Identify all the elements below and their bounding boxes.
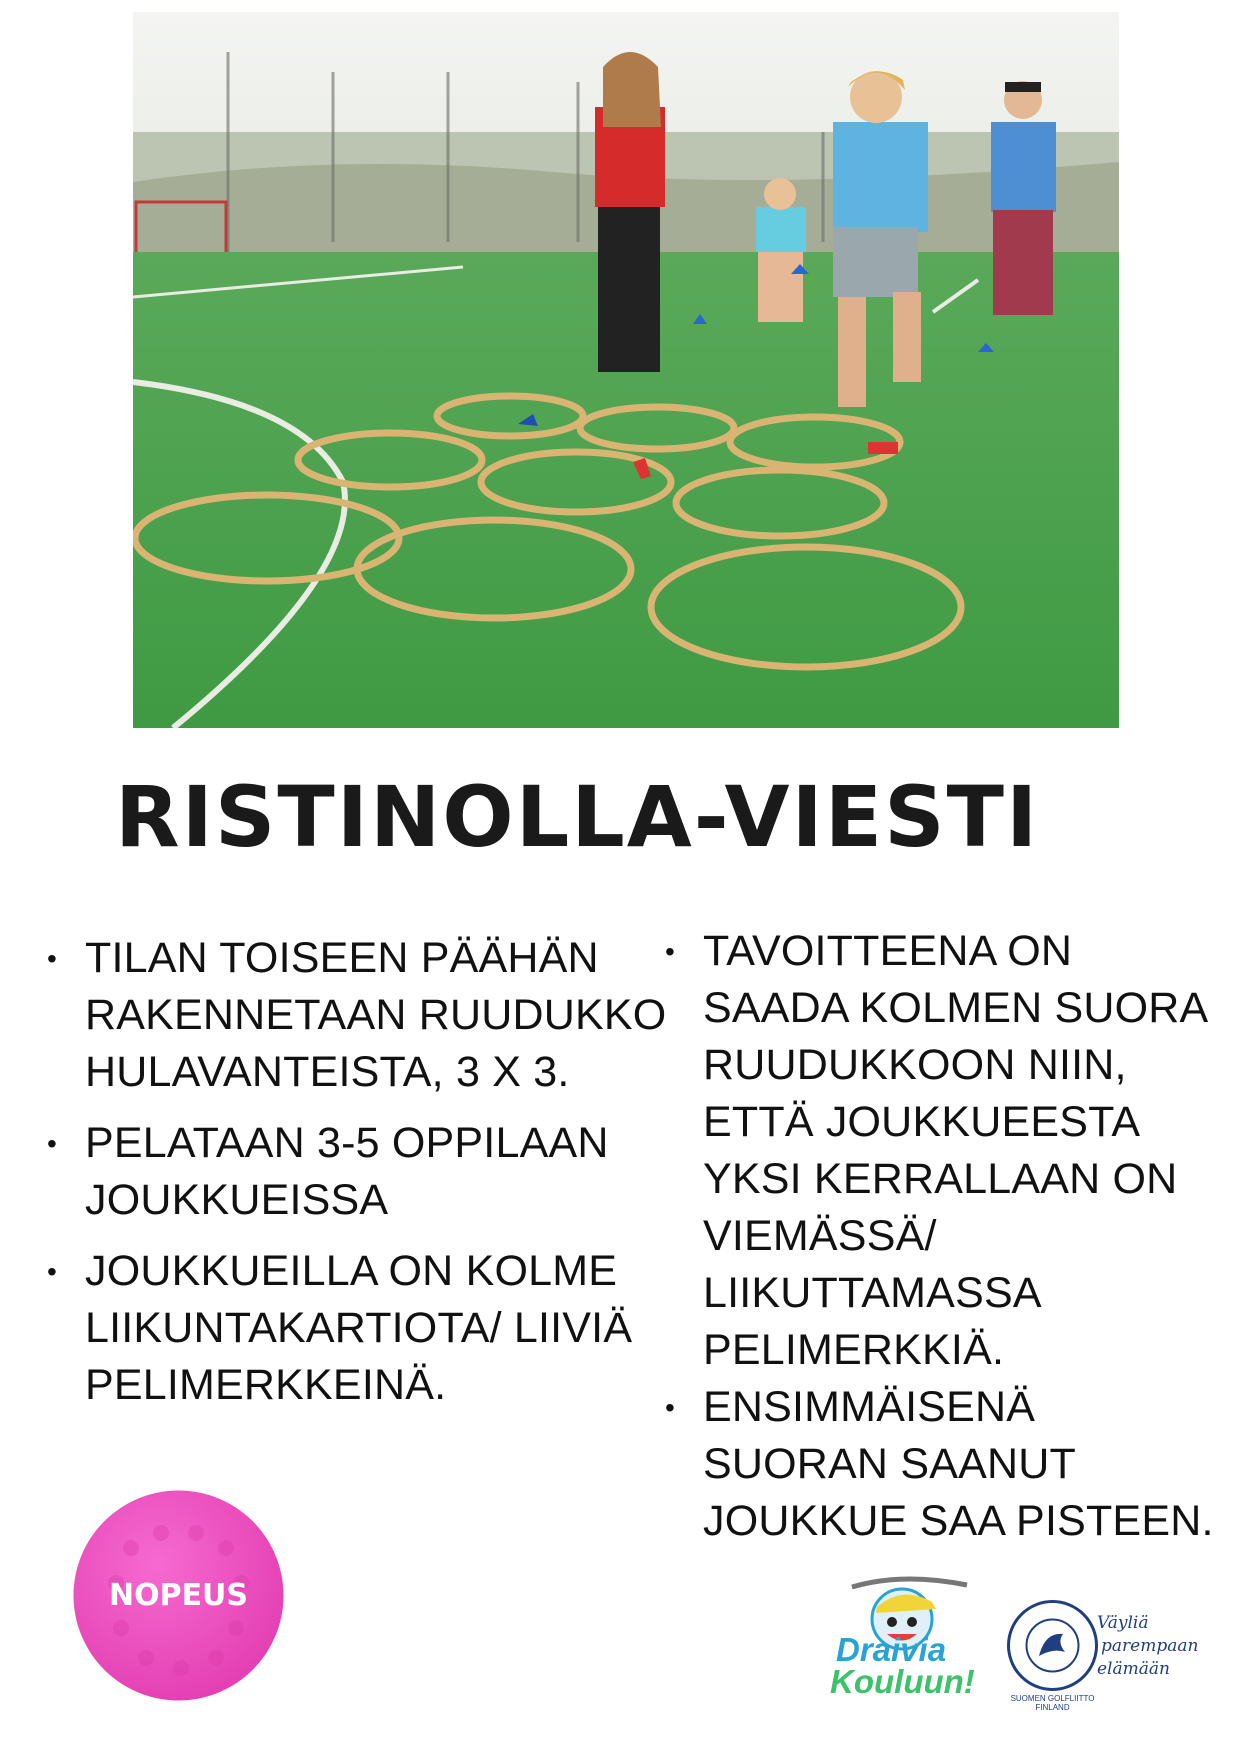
slogan-line: elämään: [1097, 1659, 1170, 1679]
draivia-logo-text: Draivia: [836, 1631, 947, 1668]
slogan: [1097, 1612, 1237, 1681]
list-item: • JOUKKUEILLA ON KOLME LIIKUNTAKARTIOTA/ LIIVIÄ PELIMERKKEINÄ.: [47, 1243, 667, 1414]
page-title: RISTINOLLA-VIESTI: [115, 768, 1040, 866]
slogan-line: Väyliä: [1097, 1613, 1149, 1633]
list-item: • TILAN TOISEEN PÄÄHÄN RAKENNETAAN RUUDUKKO HULAVANTEISTA, 3 X 3.: [47, 930, 667, 1101]
hero-photo: [133, 12, 1119, 728]
slogan-line: parempaan: [1101, 1636, 1199, 1656]
ball-label: NOPEUS: [108, 1578, 249, 1613]
list-item: • TAVOITTEENA ON SAADA KOLMEN SUORA RUUDUKKOON NIIN, ETTÄ JOUKKUEESTA YKSI KERRALLAAN ON VIEMÄSSÄ/ LIIKUTTAMASSA PELIMERKKIÄ.: [665, 923, 1225, 1379]
left-bullet-list: [47, 930, 667, 1428]
list-item: • ENSIMMÄISENÄ SUORAN SAANUT JOUKKUE SAA PISTEEN.: [665, 1379, 1225, 1550]
federation-name: SUOMEN GOLFLIITTO FINLAND: [1010, 1694, 1095, 1712]
golf-federation-emblem-icon: [1005, 1598, 1100, 1693]
right-bullet-list: [665, 923, 1225, 1550]
draivia-logo-text: Kouluun!: [830, 1663, 975, 1700]
list-item: • PELATAAN 3-5 OPPILAAN JOUKKUEISSA: [47, 1115, 667, 1229]
